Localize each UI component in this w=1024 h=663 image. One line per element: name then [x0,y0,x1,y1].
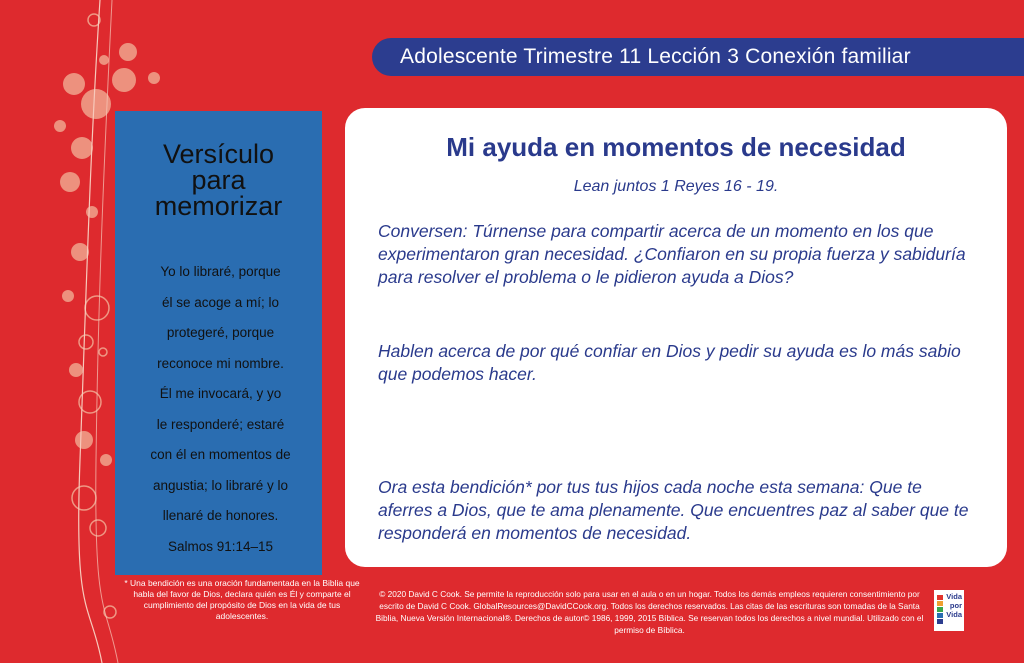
verse-line: Yo lo libraré, porque [160,264,281,279]
memory-verse-title-line: para [191,165,246,195]
memory-verse-panel [115,111,322,575]
memory-verse-title-line: Versículo [162,139,275,169]
memory-verse-title-line: memorizar [154,191,283,221]
lesson-title: Mi ayuda en momentos de necesidad [446,132,906,162]
header-title: Adolescente Trimestre 11 Lección 3 Conexión familiar [400,45,911,68]
verse-line: Él me invocará, y yo [159,386,282,401]
vida-por-vida-logo [934,590,964,631]
logo-text: Vida [946,610,962,619]
verse-line: con él en momentos de [150,447,291,462]
logo-text: Vida [946,592,962,601]
logo-text: por [949,601,962,610]
discussion-paragraph: Hablen acerca de por qué confiar en Dios y pedir su ayuda es lo más sabio que podemos hacer. [378,341,961,384]
lesson-card [345,108,1007,567]
lesson-subtitle: Lean juntos 1 Reyes 16 - 19. [573,178,779,195]
verse-line: angustia; lo libraré y lo [152,477,289,493]
verse-line: él se acoge a mí; lo [161,294,280,310]
verse-reference: Salmos 91:14–15 [167,538,274,554]
conversation-paragraph: Conversen: Túrnense para compartir acerca de un momento en los que experimentaron gran necesidad. ¿Confiaron en su propia fuerza y sabiduría para resolver el problema o le pidieron ayuda a Dios? [378,221,966,287]
header-bar [372,38,1024,76]
memory-verse-title [115,141,322,219]
verse-line: reconoce mi nombre. [157,355,284,371]
blessing-paragraph: Ora esta bendición* por tus tus hijos cada noche esta semana: Que te aferres a Dios, que te ama plenamente. Que encuentres paz al saber que te responderá en momentos de necesidad. [378,477,969,543]
verse-line: le responderé; estaré [156,416,285,432]
memory-verse-text [129,257,312,562]
logo-mark-icon [937,595,945,625]
verse-line: llenaré de honores. [162,508,279,523]
verse-line: protegeré, porque [166,325,275,340]
copyright-notice: © 2020 David C Cook. Se permite la reproducción solo para usar en el aula o en un hogar. Todos los demás empleos requieren consentimiento por escrito de David C Cook. GlobalResources@DavidCCook.org. Todos los derechos reservados. Las citas de las escrituras son tomadas de la Santa Biblia, Nueva Versión Internacional®. Derechos de autor© 1986, 1999, 2015 Bíblica. Se reservan todos los derechos a nivel mundial. Utilizado con el permiso de Bíblica. [375,589,924,635]
blessing-footnote: * Una bendición es una oración fundamentada en la Biblia que habla del favor de Dios, declara quién es Él y comparte el cumplimiento del propósito de Dios en la vida de tus adolescentes. [124,578,360,621]
